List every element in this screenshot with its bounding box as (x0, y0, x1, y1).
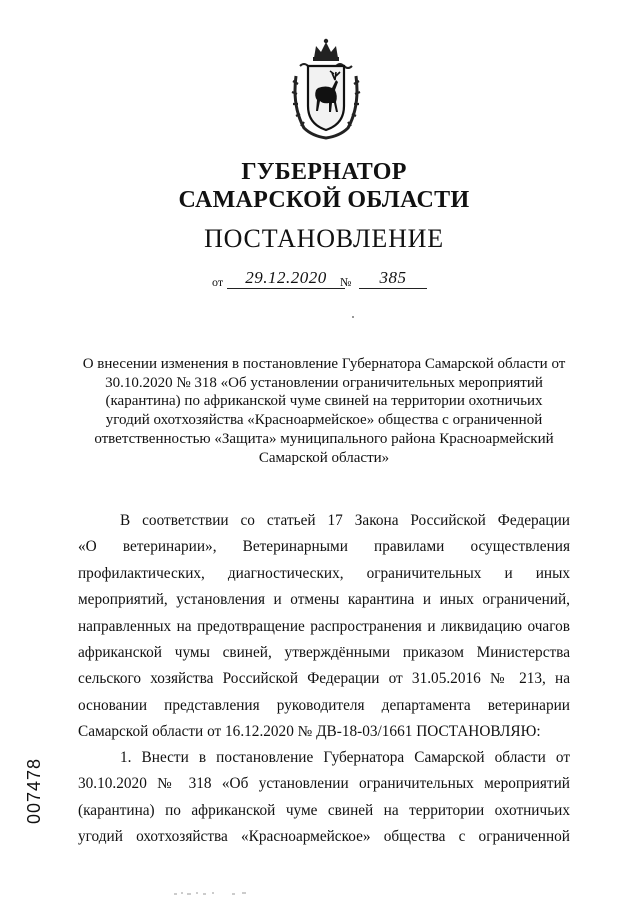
subject-line: Самарской области» (258, 449, 390, 466)
preamble-paragraph (78, 508, 570, 746)
clause-1-paragraph (78, 745, 570, 851)
subject-line: ответственностью «Защита» муниципального района Красноармейский (94, 430, 554, 447)
body-line: (карантина) по африканской чуме свиней на территории охотничьих (78, 801, 570, 819)
body-line: «О ветеринарии», Ветеринарными правилами осуществления (78, 538, 570, 556)
subject-line: 30.10.2020 № 318 «Об установлении ограничительных мероприятий (105, 374, 543, 391)
body-line: сельского хозяйства Российской Федерации от 31.05.2016 № 213, на (78, 670, 570, 688)
subject-line: (карантина) по африканской чуме свиней на территории охотничьих (105, 393, 543, 410)
body-line: Самарской области от 16.12.2020 № ДВ-18-03/1661 ПОСТАНОВЛЯЮ: (78, 723, 541, 741)
number-value: 385 (359, 268, 427, 289)
body-line: В соответствии со статьей 17 Закона Российской Федерации (120, 512, 570, 529)
subject-line: О внесении изменения в постановление Губернатора Самарской области от (82, 356, 566, 372)
scan-speck (352, 316, 354, 318)
document-type-heading: ПОСТАНОВЛЕНИЕ (204, 224, 444, 253)
body-line: 30.10.2020 № 318 «Об установлении ограничительных мероприятий (78, 775, 570, 793)
body-line: 1. Внести в постановление Губернатора Самарской области от (120, 749, 570, 766)
coat-of-arms-icon (290, 36, 362, 140)
org-title-line1: ГУБЕРНАТОР (241, 159, 407, 185)
scan-artifact (172, 888, 262, 898)
date-label: от (212, 275, 224, 289)
body-line: угодий охотхозяйства «Красноармейское» общества с ограниченной (78, 828, 570, 846)
body-line: мероприятий, установления и отмены карантина и иных ограничений, (78, 591, 570, 609)
body-line: профилактических, диагностических, ограничительных и иных (78, 564, 570, 582)
org-title-line2: САМАРСКОЙ ОБЛАСТИ (178, 187, 470, 213)
side-serial-number: 007478 (24, 757, 44, 824)
body-line: африканской чумы свиней, утверждёнными приказом Министерства (78, 643, 570, 661)
number-label: № (340, 275, 352, 289)
body-line: основании представления руководителя департамента ветеринарии (78, 696, 570, 714)
body-line: направленных на предотвращение распространения и ликвидацию очагов (78, 617, 570, 635)
subject-line: угодий охотхозяйства «Красноармейское» общества с ограниченной (105, 412, 543, 429)
document-subject (78, 355, 570, 467)
date-value: 29.12.2020 (227, 268, 345, 289)
